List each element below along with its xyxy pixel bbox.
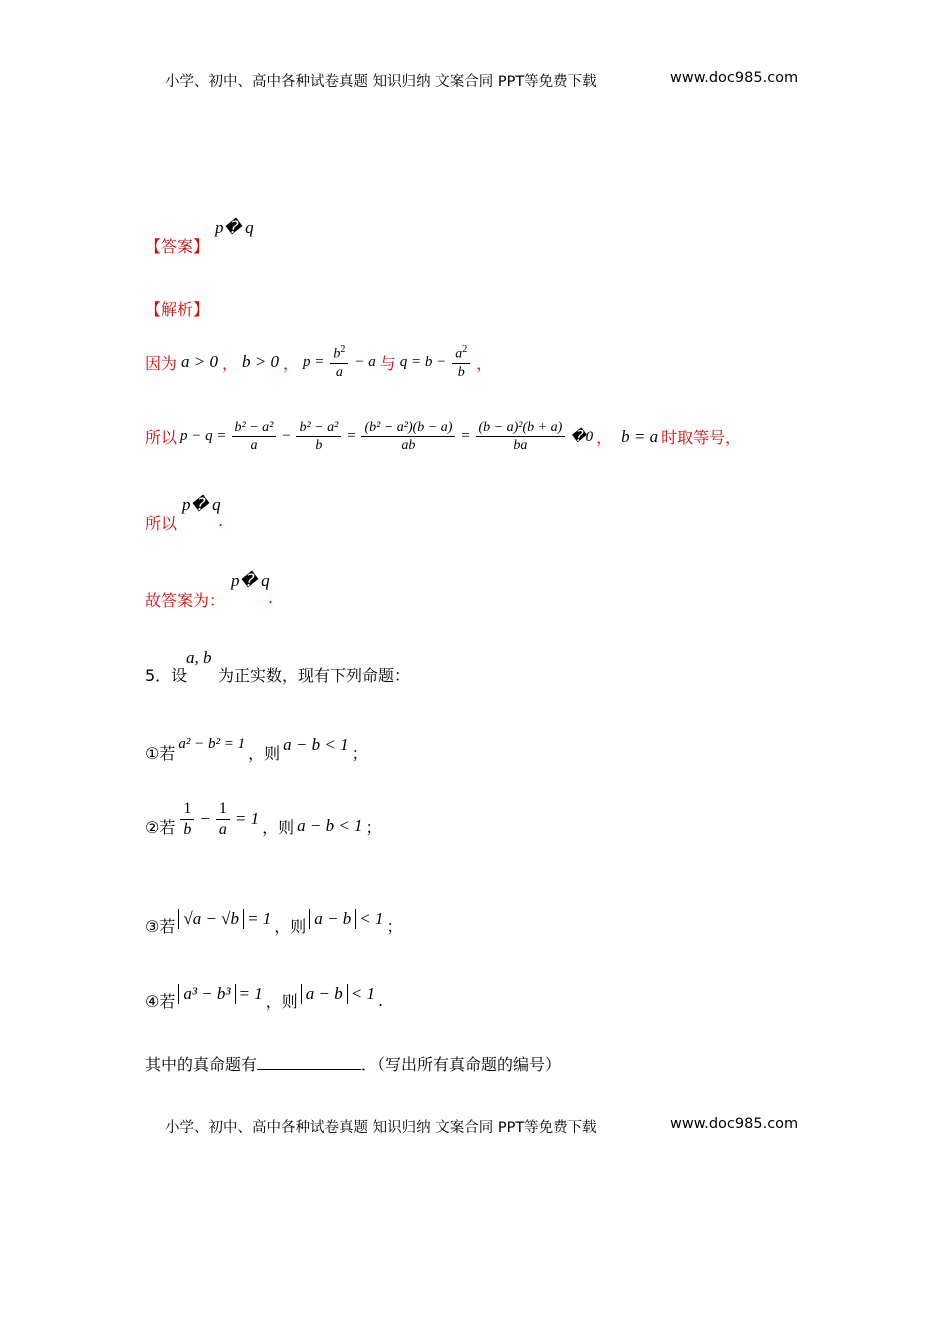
- analysis-line-2: 所以 p − q = $\frac{\text{b² − a²}}{a}$ − $\frac{\text{b² − a²}}{b}$ = $\frac{\text{(b² − a²)(b − a)}}{ab}$ = $\frac{\text{(b − a)²(b + a)}}{ba}$ �0 ， b = a 时取等号，: [145, 420, 742, 454]
- analysis-line-1: 因为 a > 0 ， b > 0 ， p = $\frac{b^2}{a}$ − a 与 q = b − $\frac{a^2}{b}$ ，: [145, 344, 493, 381]
- page-header: [165, 70, 597, 91]
- answer-prompt: 其中的真命题有 ．（写出所有真命题的编号）: [145, 1055, 562, 1074]
- proposition-1: ①若 a² − b² = 1 ，则 a − b < 1 ；: [145, 734, 368, 763]
- answer-value: p� q: [215, 218, 254, 237]
- fraction-3: $\frac{\text{(b² − a²)(b − a)}}{ab}$: [361, 420, 455, 454]
- analysis-label: 【解析】: [145, 300, 210, 319]
- fraction-a2-over-b: $\frac{a^2}{b}$: [452, 344, 470, 380]
- fraction-1-over-b: $\frac{1}{b}$: [180, 800, 194, 838]
- analysis-line-3-end: .: [218, 511, 224, 530]
- cond-a: a > 0: [181, 352, 218, 372]
- proposition-2: ②若 $\frac{1}{b}$ − $\frac{1}{a}$ = 1 ，则 a − b < 1 ；: [145, 800, 382, 838]
- final-answer-prefix: 故答案为：: [145, 591, 226, 610]
- question-vars: a, b: [186, 648, 212, 667]
- fraction-b2-over-a: $\frac{b^2}{a}$: [330, 344, 348, 380]
- fraction-1-over-a: $\frac{1}{a}$: [216, 800, 230, 838]
- answer-blank[interactable]: [257, 1055, 361, 1070]
- footer-text: 小学、初中、高中各种试卷真题 知识归纳 文案合同 PPT等免费下载: [165, 1120, 597, 1136]
- footer-url[interactable]: www.doc985.com: [670, 1116, 799, 1132]
- proposition-4: ④若 a³ − b³ = 1 ，则 a − b < 1 .: [145, 983, 384, 1011]
- fraction-4: $\frac{\text{(b − a)²(b + a)}}{ba}$: [476, 420, 566, 454]
- header-text: 小学、初中、高中各种试卷真题 知识归纳 文案合同 PPT等免费下载: [165, 74, 597, 90]
- page-footer: [165, 1116, 597, 1137]
- abs-diff: a − b: [301, 984, 348, 1004]
- analysis-line-3-expr: p� q: [182, 495, 221, 514]
- cond-b: b > 0: [242, 352, 279, 372]
- proposition-3: ③若 √a − √b = 1 ，则 a − b < 1 ；: [145, 908, 403, 936]
- question-number: 5．设: [145, 666, 188, 685]
- abs-cube-diff: a³ − b³: [178, 984, 235, 1004]
- fraction-1: $\frac{\text{b² − a²}}{a}$: [232, 420, 277, 454]
- answer-label: 【答案】: [145, 237, 210, 256]
- final-answer-expr: p� q: [231, 571, 270, 590]
- question-stem: 为正实数，现有下列命题：: [218, 666, 411, 685]
- analysis-line-3-prefix: 所以: [145, 514, 178, 533]
- final-answer-end: .: [268, 588, 274, 607]
- header-url[interactable]: www.doc985.com: [670, 70, 799, 86]
- fraction-2: $\frac{\text{b² − a²}}{b}$: [296, 420, 341, 454]
- abs-sqrt-diff: √a − √b: [178, 909, 244, 929]
- abs-diff: a − b: [309, 909, 356, 929]
